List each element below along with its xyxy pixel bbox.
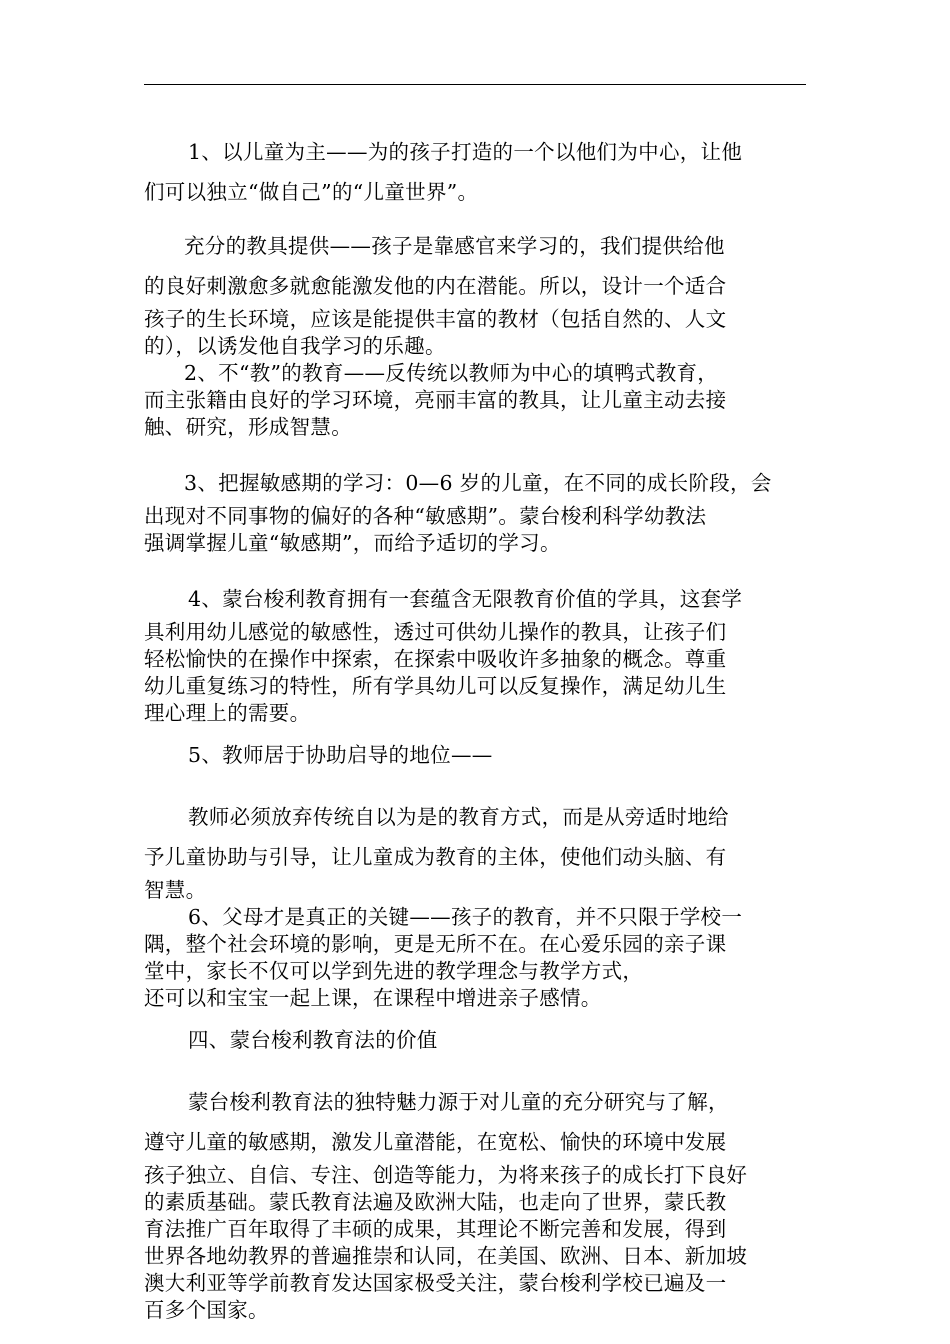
text-line: 孩子独立、自信、专注、创造等能力，为将来孩子的成长打下良好: [144, 1163, 748, 1187]
text-line: 的素质基础。蒙氏教育法遍及欧洲大陆，也走向了世界，蒙氏教: [144, 1190, 727, 1214]
text-line: 智慧。: [144, 878, 207, 902]
text-line: 予儿童协助与引导，让儿童成为教育的主体，使他们动头脑、有: [144, 845, 727, 869]
paragraph-sensitive-period: [144, 463, 806, 557]
paragraph-teaching-aids: [144, 226, 806, 360]
text-line: 出现对不同事物的偏好的各种“敏感期”。蒙台梭利科学幼教法: [144, 504, 707, 528]
text-line: 2、不“教”的教育——反传统以教师为中心的填鸭式教育，: [184, 361, 719, 385]
text-line: 百多个国家。: [144, 1298, 269, 1322]
paragraph-value: [144, 1082, 806, 1324]
text-line: 具利用幼儿感觉的敏感性，透过可供幼儿操作的教具，让孩子们: [144, 620, 727, 644]
text-line: 5、教师居于协助启导的地位——: [188, 743, 493, 767]
text-line: 蒙台梭利教育法的独特魅力源于对儿童的充分研究与了解，: [188, 1090, 729, 1114]
paragraph-no-teaching: [144, 360, 806, 441]
text-line: 教师必须放弃传统自以为是的教育方式，而是从旁适时地给: [188, 805, 729, 829]
text-line: 充分的教具提供——孩子是靠感官来学习的，我们提供给他: [184, 234, 725, 258]
text-line: 强调掌握儿童“敏感期”，而给予适切的学习。: [144, 531, 561, 555]
text-line: 育法推广百年取得了丰硕的成果，其理论不断完善和发展，得到: [144, 1217, 727, 1241]
text-line: 四、蒙台梭利教育法的价值: [188, 1028, 438, 1052]
text-line: 3、把握敏感期的学习：0—6 岁的儿童，在不同的成长阶段，会: [184, 471, 772, 495]
section-heading-value: [144, 1020, 806, 1060]
text-line: 轻松愉快的在操作中探索，在探索中吸收许多抽象的概念。尊重: [144, 647, 727, 671]
text-line: 幼儿重复练习的特性，所有学具幼儿可以反复操作，满足幼儿生: [144, 674, 727, 698]
text-line: 而主张籍由良好的学习环境，亮丽丰富的教具，让儿童主动去接: [144, 388, 727, 412]
paragraph-teacher-role-heading: [144, 735, 806, 775]
text-line: 4、蒙台梭利教育拥有一套蕴含无限教育价值的学具，这套学: [188, 587, 743, 611]
text-line: 孩子的生长环境，应该是能提供丰富的教材（包括自然的、人文: [144, 307, 727, 331]
text-line: 6、父母才是真正的关键——孩子的教育，并不只限于学校一: [188, 905, 743, 929]
paragraph-learning-tools: [144, 579, 806, 727]
text-line: 堂中，家长不仅可以学到先进的教学理念与教学方式，: [144, 959, 644, 983]
text-line: 隅，整个社会环境的影响，更是无所不在。在心爱乐园的亲子课: [144, 932, 727, 956]
text-line: 理心理上的需要。: [144, 701, 311, 725]
header-rule: [144, 84, 806, 85]
text-line: 遵守儿童的敏感期，激发儿童潜能，在宽松、愉快的环境中发展: [144, 1130, 727, 1154]
text-line: 的），以诱发他自我学习的乐趣。: [144, 334, 446, 358]
text-line: 还可以和宝宝一起上课，在课程中增进亲子感情。: [144, 986, 602, 1010]
text-line: 们可以独立“做自己”的“儿童世界”。: [144, 180, 479, 204]
paragraph-parents-key: [144, 904, 806, 1012]
text-line: 1、以儿童为主——为的孩子打造的一个以他们为中心，让他: [188, 140, 743, 164]
text-line: 的良好刺激愈多就愈能激发他的内在潜能。所以，设计一个适合: [144, 274, 727, 298]
text-line: 澳大利亚等学前教育发达国家极受关注，蒙台梭利学校已遍及一: [144, 1271, 727, 1295]
text-line: 触、研究，形成智慧。: [144, 415, 352, 439]
document-body: [144, 132, 806, 1324]
text-line: 世界各地幼教界的普遍推崇和认同，在美国、欧洲、日本、新加坡: [144, 1244, 748, 1268]
paragraph-teacher-role: [144, 797, 806, 904]
paragraph-child-centered: [144, 132, 806, 212]
